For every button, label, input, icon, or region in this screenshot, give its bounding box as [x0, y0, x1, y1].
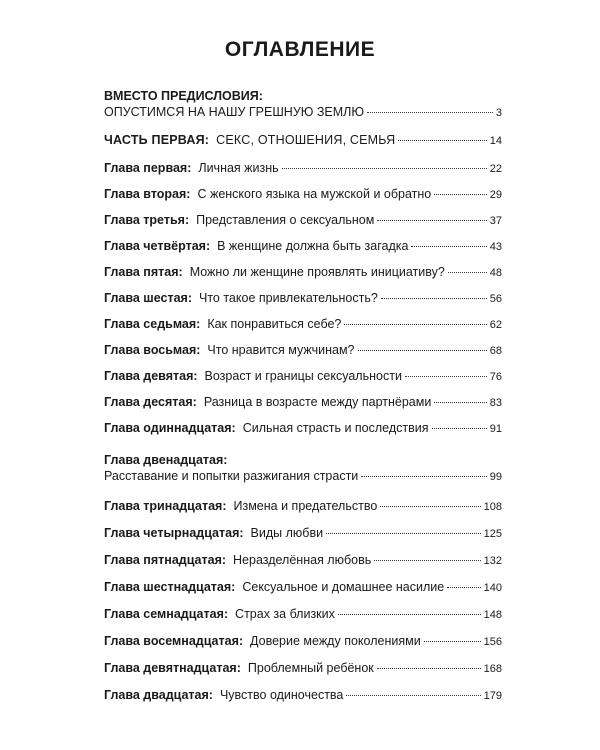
entry-page-number: 68 — [489, 345, 502, 357]
entry-label: Глава одиннадцатая: — [104, 421, 236, 435]
entry-title: Личная жизнь — [198, 161, 279, 175]
toc-entry-chapter[interactable] — [104, 394, 502, 411]
entry-title: ОПУСТИМСЯ НА НАШУ ГРЕШНУЮ ЗЕМЛЮ — [104, 105, 364, 119]
dot-leader — [432, 427, 487, 429]
entry-title: Проблемный ребёнок — [247, 661, 374, 675]
entry-label: Глава третья: — [104, 213, 190, 227]
entry-label: Глава шестая: — [104, 291, 192, 305]
dot-leader — [424, 640, 481, 642]
entry-page-number: 99 — [489, 471, 502, 483]
entry-page-number: 29 — [489, 189, 502, 201]
entry-page-number: 37 — [489, 215, 502, 227]
dot-leader — [374, 559, 480, 561]
entry-title: Сексуальное и домашнее насилие — [242, 580, 445, 594]
entry-label: Глава восьмая: — [104, 343, 201, 357]
toc-entry-chapter[interactable] — [104, 212, 502, 229]
entry-page-number: 168 — [483, 663, 502, 675]
entry-label: Глава седьмая: — [104, 317, 201, 331]
dot-leader — [377, 219, 486, 221]
entry-title: Виды любви — [250, 526, 324, 540]
entry-title: Что нравится мужчинам? — [207, 343, 355, 357]
entry-label: Глава двадцатая: — [104, 688, 213, 702]
entry-label: Глава четырнадцатая: — [104, 526, 244, 540]
entry-label: Глава двенадцатая: — [104, 453, 228, 467]
dot-leader — [361, 475, 486, 477]
entry-label: Глава первая: — [104, 161, 192, 175]
entry-title: Страх за близких — [235, 607, 335, 621]
dot-leader — [344, 323, 486, 325]
toc-entry-chapter[interactable] — [104, 316, 502, 333]
entry-title: Как понравиться себе? — [207, 317, 342, 331]
entry-page-number: 62 — [489, 319, 502, 331]
entry-label: Глава пятнадцатая: — [104, 553, 227, 567]
entry-page-number: 3 — [495, 107, 502, 119]
dot-leader — [447, 586, 480, 588]
toc-entry-chapter[interactable] — [104, 290, 502, 307]
toc-entry-part-one[interactable] — [104, 132, 502, 149]
entry-label: Глава семнадцатая: — [104, 607, 229, 621]
entry-page-number: 76 — [489, 371, 502, 383]
toc-entry-chapter[interactable] — [104, 420, 502, 437]
entry-label: Глава шестнадцатая: — [104, 580, 236, 594]
dot-leader — [380, 505, 480, 507]
toc-entry-intro[interactable] — [104, 88, 502, 121]
entry-page-number: 140 — [483, 582, 502, 594]
entry-label: Глава четвёртая: — [104, 239, 211, 253]
toc-entry-chapter[interactable] — [104, 342, 502, 359]
toc-entry-chapter[interactable] — [104, 552, 502, 569]
entry-page-number: 132 — [483, 555, 502, 567]
entry-page-number: 22 — [489, 163, 502, 175]
entry-page-number: 108 — [483, 501, 502, 513]
entry-title: Неразделённая любовь — [233, 553, 372, 567]
entry-page-number: 43 — [489, 241, 502, 253]
entry-title: Возраст и границы сексуальности — [204, 369, 402, 383]
toc-entry-chapter[interactable] — [104, 525, 502, 542]
entry-label: Глава девятая: — [104, 369, 198, 383]
entry-title: В женщине должна быть загадка — [217, 239, 409, 253]
entry-page-number: 56 — [489, 293, 502, 305]
entry-label: Глава девятнадцатая: — [104, 661, 241, 675]
dot-leader — [411, 245, 486, 247]
toc-entry-chapter[interactable] — [104, 579, 502, 596]
entry-title: Измена и предательство — [233, 499, 378, 513]
toc-entry-chapter[interactable] — [104, 687, 502, 704]
entry-page-number: 14 — [489, 135, 502, 147]
entry-label: Глава десятая: — [104, 395, 197, 409]
entry-page-number: 148 — [483, 609, 502, 621]
entry-label: ВМЕСТО ПРЕДИСЛОВИЯ: — [104, 89, 263, 103]
dot-leader — [338, 613, 481, 615]
dot-leader — [346, 694, 480, 696]
page-title: ОГЛАВЛЕНИЕ — [224, 38, 376, 61]
toc-entry-chapter[interactable] — [104, 264, 502, 281]
dot-leader — [282, 167, 487, 169]
entry-title: Доверие между поколениями — [250, 634, 421, 648]
entry-title: Можно ли женщине проявлять инициативу? — [189, 265, 445, 279]
entry-page-number: 48 — [489, 267, 502, 279]
entry-title: СЕКС, ОТНОШЕНИЯ, СЕМЬЯ — [216, 133, 396, 147]
entry-title: Чувство одиночества — [219, 688, 344, 702]
toc-entry-chapter[interactable] — [104, 452, 502, 485]
entry-title: Что такое привлекательность? — [199, 291, 378, 305]
entry-title: Разница в возрасте между партнёрами — [203, 395, 432, 409]
entry-page-number: 125 — [483, 528, 502, 540]
dot-leader — [377, 667, 481, 669]
toc-entry-chapter[interactable] — [104, 660, 502, 677]
toc-entry-chapter[interactable] — [104, 368, 502, 385]
dot-leader — [367, 111, 493, 113]
toc-entry-chapter[interactable] — [104, 498, 502, 515]
toc-entry-chapter[interactable] — [104, 633, 502, 650]
entry-label: Глава вторая: — [104, 187, 191, 201]
entry-label: Глава тринадцатая: — [104, 499, 227, 513]
toc-entry-chapter[interactable] — [104, 606, 502, 623]
dot-leader — [434, 193, 487, 195]
entry-page-number: 91 — [489, 423, 502, 435]
entry-page-number: 83 — [489, 397, 502, 409]
dot-leader — [398, 139, 486, 141]
entry-page-number: 179 — [483, 690, 502, 702]
entry-title: Расставание и попытки разжигания страсти — [104, 469, 359, 483]
entry-page-number: 156 — [483, 636, 502, 648]
entry-title: Представления о сексуальном — [196, 213, 375, 227]
toc-entry-chapter[interactable] — [104, 186, 502, 203]
toc-entry-chapter[interactable] — [104, 238, 502, 255]
dot-leader — [358, 349, 487, 351]
entry-label: Глава пятая: — [104, 265, 183, 279]
dot-leader — [326, 532, 481, 534]
dot-leader — [381, 297, 487, 299]
dot-leader — [448, 271, 487, 273]
dot-leader — [405, 375, 487, 377]
entry-title: С женского языка на мужской и обратно — [197, 187, 432, 201]
toc-entry-chapter[interactable] — [104, 160, 502, 177]
entry-label: Глава восемнадцатая: — [104, 634, 244, 648]
entry-title: Сильная страсть и последствия — [242, 421, 429, 435]
entry-label: ЧАСТЬ ПЕРВАЯ: — [104, 133, 210, 147]
dot-leader — [434, 401, 486, 403]
